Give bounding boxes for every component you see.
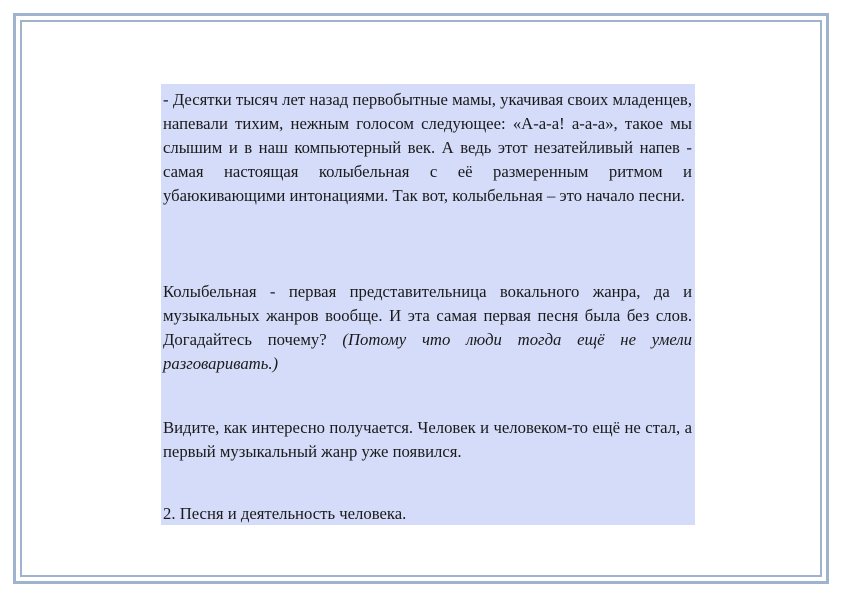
paragraph-first-vocal-genre-text: Колыбельная - первая представительница вокального жанра, да и музыкальных жанров вообще. И эта самая первая песня была без слов. Догадайтесь почему? <box>163 282 692 349</box>
paragraph-first-vocal-genre <box>163 280 692 376</box>
paragraph-lullaby-origin: - Десятки тысяч лет назад первобытные мамы, укачивая своих младенцев, напевали тихим, нежным голосом следующее: «А-а-а! а-а-а», такое мы слышим и в наш компьютерный век. А ведь этот незатейливый напев - самая настоящая колыбельная с её размеренным ритмом и убаюкивающими интонациями. Так вот, колыбельная – это начало песни. <box>163 90 692 205</box>
answer-hint-italic: (Потому что люди тогда ещё не умели разговаривать.) <box>163 330 692 373</box>
paragraph-interesting-conclusion: Видите, как интересно получается. Человек и человеком-то ещё не стал, а первый музыкальный жанр уже появился. <box>163 418 692 461</box>
text-box <box>161 84 695 525</box>
section-heading-song-and-activity: 2. Песня и деятельность человека. <box>163 504 407 523</box>
